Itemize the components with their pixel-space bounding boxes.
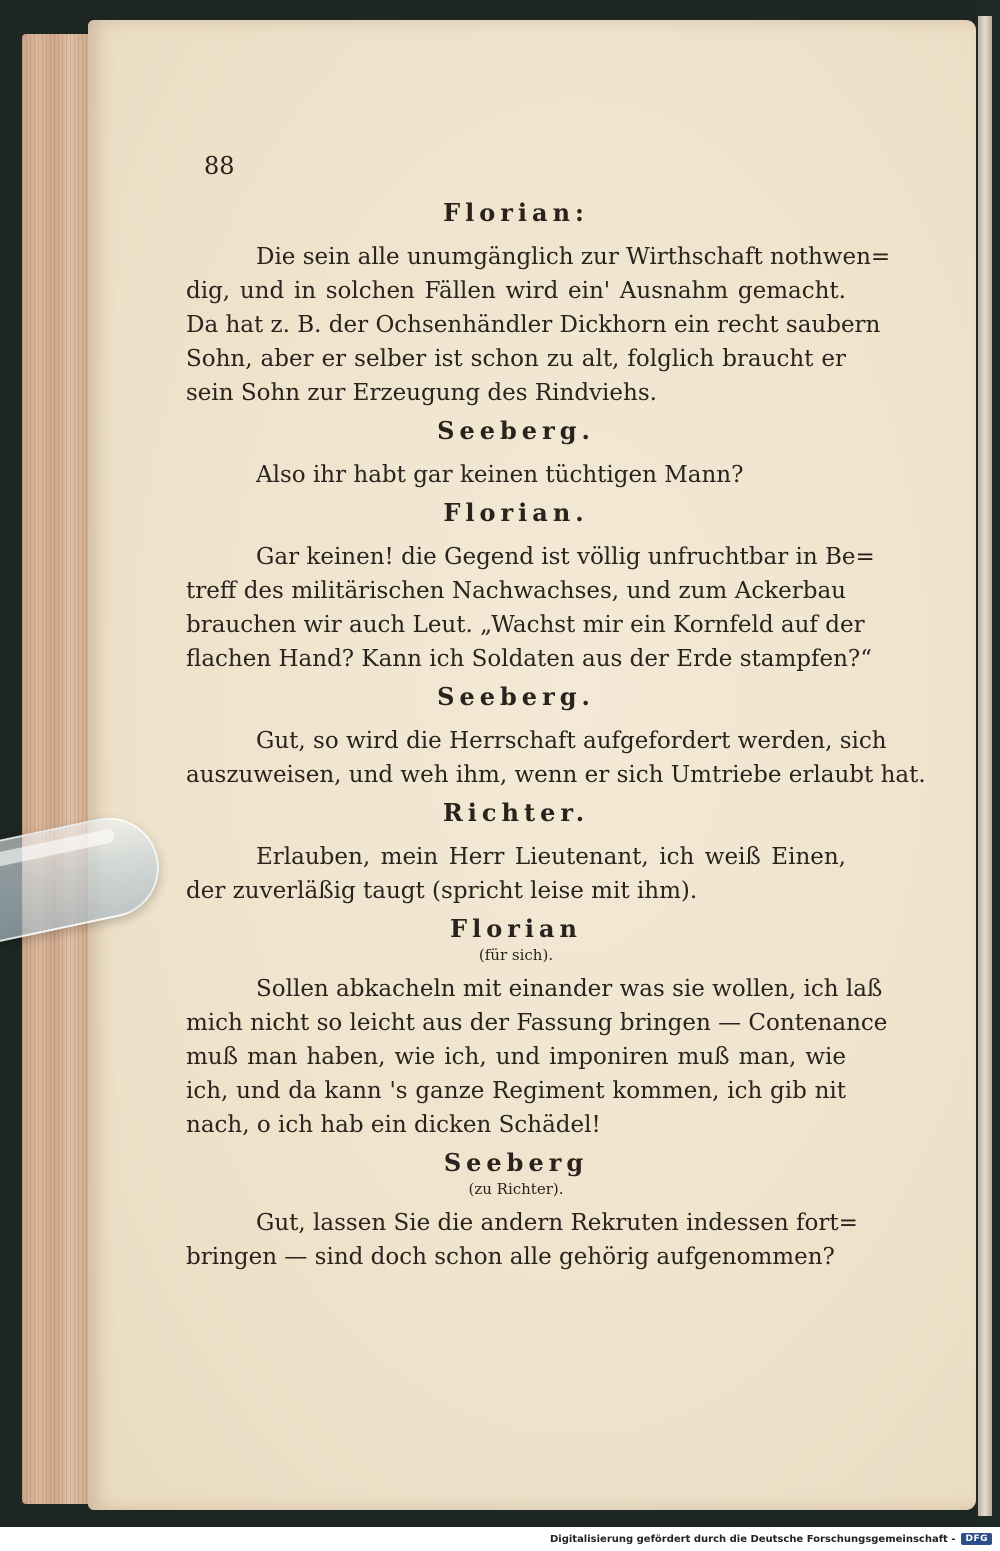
text-line: Sollen abkacheln mit einander was sie wollen, ich laß [256,976,883,1002]
speaker-name: Florian. [443,498,589,527]
credit-bar [0,1527,1000,1551]
speaker-name: Seeberg [443,1148,589,1177]
text-line: nach, o ich hab ein dicken Schädel! [186,1112,601,1138]
text-line: auszuweisen, und weh ihm, wenn er sich Umtriebe erlaubt hat. [186,762,926,788]
stage-direction: (zu Richter). [468,1180,564,1198]
speaker-name: Seeberg. [437,682,595,711]
right-page-edge [978,16,992,1516]
text-line: treff des militärischen Nachwachses, und zum Ackerbau [186,578,846,604]
stage-direction: (für sich). [478,946,554,964]
text-line: brauchen wir auch Leut. „Wachst mir ein Kornfeld auf der [186,612,865,638]
text-line: Da hat z. B. der Ochsenhändler Dickhorn ein recht saubern [186,312,881,338]
text-line: muß man haben, wie ich, und imponiren muß man, wie [186,1044,846,1070]
text-line: dig, und in solchen Fällen wird ein' Ausnahm gemacht. [186,278,846,304]
text-line: Gar keinen! die Gegend ist völlig unfruchtbar in Be= [256,544,875,570]
text-line: Erlauben, mein Herr Lieutenant, ich weiß Einen, [256,844,846,870]
text-line: bringen — sind doch schon alle gehörig aufgenommen? [186,1244,835,1270]
credit-text: Digitalisierung gefördert durch die Deutsche Forschungsgemeinschaft - [549,1533,956,1545]
speaker-name: Florian [450,914,582,943]
text-line: Gut, lassen Sie die andern Rekruten indessen fort= [256,1210,858,1236]
text-line: Also ihr habt gar keinen tüchtigen Mann? [256,462,744,488]
text-line: flachen Hand? Kann ich Soldaten aus der Erde stampfen?“ [186,646,873,672]
text-line: Sohn, aber er selber ist schon zu alt, folglich braucht er [186,346,846,372]
text-line: Gut, so wird die Herrschaft aufgefordert werden, sich [256,728,887,754]
text-line: sein Sohn zur Erzeugung des Rindviehs. [186,380,657,406]
speaker-name: Richter. [442,798,590,827]
speaker-name: Florian: [443,198,589,227]
page-number: 88 [204,152,235,180]
text-line: Die sein alle unumgänglich zur Wirthschaft nothwen= [256,244,891,270]
text-line: der zuverläßig taugt (spricht leise mit ihm). [186,878,698,904]
text-line: mich nicht so leicht aus der Fassung bringen — Contenance [186,1010,888,1036]
text-line: ich, und da kann 's ganze Regiment kommen, ich gib nit [186,1078,846,1104]
dfg-logo: DFG [961,1533,992,1545]
speaker-name: Seeberg. [437,416,595,445]
